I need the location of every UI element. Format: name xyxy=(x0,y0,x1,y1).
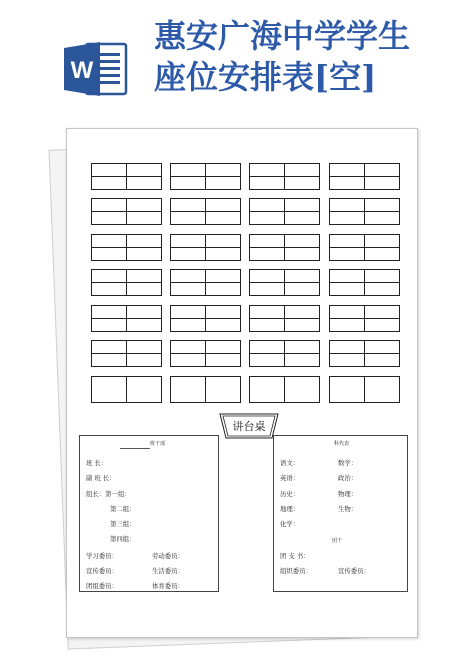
desk-seat-right xyxy=(205,270,240,295)
chemistry-label: 化学： xyxy=(280,520,300,528)
desk-r7-c1 xyxy=(91,376,162,403)
english-label: 英语： xyxy=(280,474,300,482)
class-cadre-panel xyxy=(79,435,219,592)
subject-rep-heading: 科代表 xyxy=(334,441,350,447)
group1-label: 组长：第一组： xyxy=(86,490,131,498)
desk-seat-left xyxy=(330,235,365,260)
group3-label: 第三组： xyxy=(110,520,136,528)
desk-seat-right xyxy=(284,235,319,260)
desk-seat-right xyxy=(284,306,319,331)
desk-seat-right xyxy=(364,235,399,260)
desk-seat-right xyxy=(205,199,240,224)
desk-seat-left xyxy=(250,306,285,331)
desk-seat-left xyxy=(92,341,127,366)
desk-seat-left xyxy=(171,341,206,366)
desk-r4-c2 xyxy=(170,269,241,296)
desk-seat-left xyxy=(92,377,127,402)
podium xyxy=(217,413,281,439)
desk-r2-c1 xyxy=(91,198,162,225)
desk-r5-c4 xyxy=(329,305,400,332)
page-title xyxy=(154,16,464,98)
desk-seat-right xyxy=(205,235,240,260)
monitor-label: 班 长： xyxy=(86,459,108,467)
desk-seat-right xyxy=(284,199,319,224)
desk-seat-left xyxy=(171,377,206,402)
desk-r5-c2 xyxy=(170,305,241,332)
desk-seat-right xyxy=(364,164,399,189)
desk-seat-left xyxy=(171,306,206,331)
desk-r2-c4 xyxy=(329,198,400,225)
desk-seat-left xyxy=(92,235,127,260)
desk-seat-left xyxy=(250,377,285,402)
desk-seat-left xyxy=(171,270,206,295)
biology-label: 生物： xyxy=(338,505,358,513)
chinese-label: 语文： xyxy=(280,459,300,467)
desk-seat-left xyxy=(92,306,127,331)
desk-r5-c1 xyxy=(91,305,162,332)
history-label: 历史： xyxy=(280,490,300,498)
math-label: 数学： xyxy=(338,459,358,467)
desk-seat-right xyxy=(364,377,399,402)
life-committee-label: 生活委员： xyxy=(152,567,184,575)
group2-label: 第二组： xyxy=(110,505,136,513)
desk-seat-right xyxy=(205,164,240,189)
desk-seat-right xyxy=(126,235,161,260)
desk-seat-left xyxy=(171,235,206,260)
organization-committee-label: 组织委员： xyxy=(280,567,312,575)
desk-seat-right xyxy=(126,377,161,402)
head-underline xyxy=(120,448,150,449)
desk-r3-c4 xyxy=(329,234,400,261)
desk-seat-left xyxy=(250,341,285,366)
podium-label: 讲台桌 xyxy=(232,420,266,433)
vice-monitor-label: 副 班 长： xyxy=(86,474,116,482)
desk-r7-c2 xyxy=(170,376,241,403)
desk-r1-c3 xyxy=(249,163,320,190)
league-committee-label: 团组委员： xyxy=(86,582,118,590)
header xyxy=(0,0,474,118)
desk-seat-right xyxy=(284,164,319,189)
desk-seat-left xyxy=(92,199,127,224)
labor-committee-label: 劳动委员： xyxy=(152,552,184,560)
word-document-icon xyxy=(62,38,128,100)
desk-r1-c2 xyxy=(170,163,241,190)
publicity-committee-label: 宣传委员： xyxy=(86,567,118,575)
desk-r1-c1 xyxy=(91,163,162,190)
desk-seat-right xyxy=(364,199,399,224)
league-cadre-heading: 团干 xyxy=(332,538,343,544)
class-cadre-heading: 班干部 xyxy=(150,441,166,447)
desk-r6-c4 xyxy=(329,340,400,367)
desk-seat-left xyxy=(330,377,365,402)
desk-seat-right xyxy=(284,377,319,402)
desk-r1-c4 xyxy=(329,163,400,190)
desk-seat-left xyxy=(250,270,285,295)
desk-r6-c1 xyxy=(91,340,162,367)
desk-seat-left xyxy=(92,270,127,295)
desk-seat-right xyxy=(364,341,399,366)
desk-r5-c3 xyxy=(249,305,320,332)
desk-seat-right xyxy=(126,270,161,295)
group4-label: 第四组： xyxy=(110,535,136,543)
sports-committee-label: 体育委员： xyxy=(152,582,184,590)
desk-seat-right xyxy=(126,199,161,224)
desk-r2-c2 xyxy=(170,198,241,225)
physics-label: 物理： xyxy=(338,490,358,498)
desk-seat-left xyxy=(330,270,365,295)
title-line-1: 惠安广海中学学生 xyxy=(154,17,411,55)
desk-seat-left xyxy=(250,199,285,224)
desk-seat-right xyxy=(126,306,161,331)
desk-r4-c4 xyxy=(329,269,400,296)
desk-seat-right xyxy=(205,341,240,366)
league-publicity-label: 宣传委员： xyxy=(338,567,370,575)
desk-r6-c3 xyxy=(249,340,320,367)
study-committee-label: 学习委员： xyxy=(86,552,118,560)
desk-seat-right xyxy=(284,341,319,366)
desk-seat-right xyxy=(126,341,161,366)
desk-seat-right xyxy=(205,306,240,331)
geography-label: 地理： xyxy=(280,505,300,513)
desk-r4-c1 xyxy=(91,269,162,296)
desk-r3-c2 xyxy=(170,234,241,261)
desk-seat-left xyxy=(250,235,285,260)
desk-r7-c4 xyxy=(329,376,400,403)
desk-seat-right xyxy=(205,377,240,402)
desk-seat-left xyxy=(330,341,365,366)
desk-r4-c3 xyxy=(249,269,320,296)
politics-label: 政治： xyxy=(338,474,358,482)
desk-seat-right xyxy=(284,270,319,295)
word-logo-letter: W xyxy=(70,57,94,84)
desk-seat-left xyxy=(330,306,365,331)
desk-r7-c3 xyxy=(249,376,320,403)
desk-r6-c2 xyxy=(170,340,241,367)
desk-seat-left xyxy=(250,164,285,189)
desk-r3-c3 xyxy=(249,234,320,261)
desk-r3-c1 xyxy=(91,234,162,261)
desk-seat-left xyxy=(330,199,365,224)
document-page xyxy=(66,128,418,638)
desk-seat-left xyxy=(171,199,206,224)
desk-seat-left xyxy=(171,164,206,189)
desk-seat-right xyxy=(126,164,161,189)
title-line-2: 座位安排表[空] xyxy=(154,58,377,96)
desk-seat-right xyxy=(364,270,399,295)
desk-seat-right xyxy=(364,306,399,331)
league-secretary-label: 团 支 书： xyxy=(280,552,310,560)
desk-seat-left xyxy=(330,164,365,189)
subject-representatives-panel xyxy=(273,435,408,592)
desk-r2-c3 xyxy=(249,198,320,225)
desk-seat-left xyxy=(92,164,127,189)
